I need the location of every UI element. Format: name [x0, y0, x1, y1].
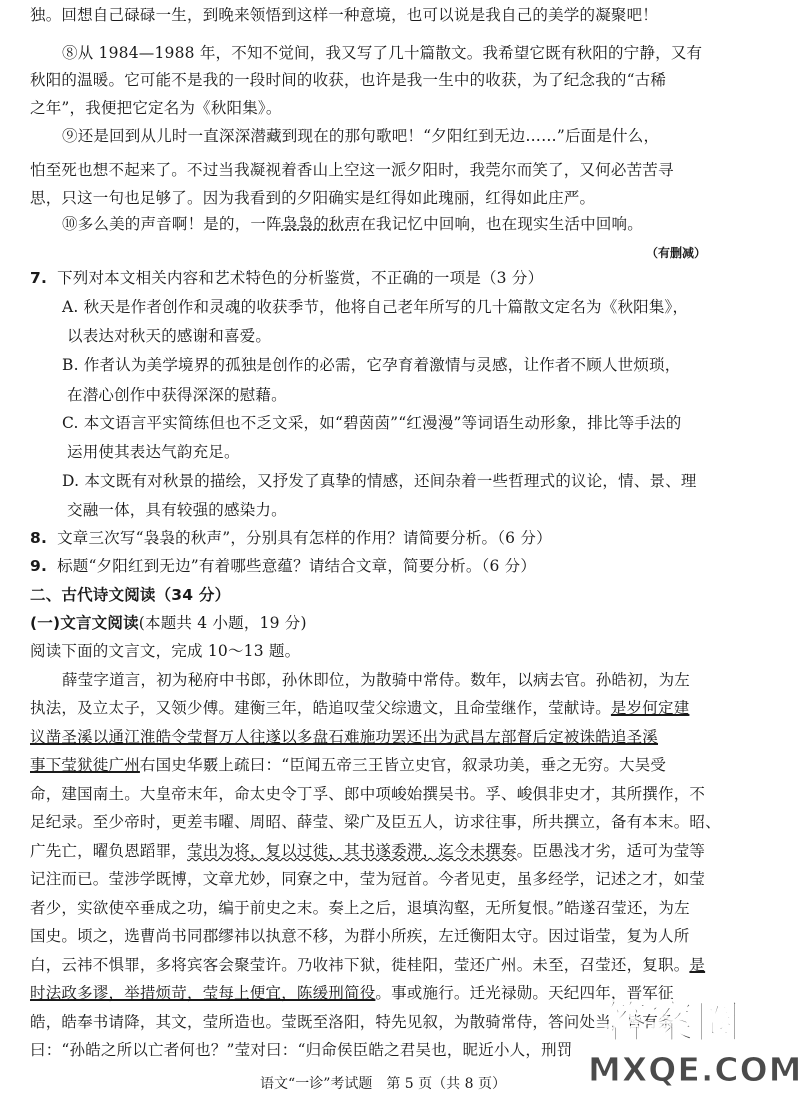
watermark-url: MXQE.COM — [588, 1050, 803, 1089]
watermark-logo — [588, 994, 803, 1094]
question-text: 标题“夕阳红到无边”有着哪些意蕴？请结合文章，简要分析。（6 分） — [57, 557, 537, 575]
option-c-cont: 运用使其表达气韵充足。 — [67, 443, 240, 461]
classical-line: 命，建国南土。大皇帝末年，命太史令丁孚、郎中项峻始撰吴书。孚、峻俱非史才，其所撰作，不 — [30, 785, 706, 803]
option-d: D. 本文既有对秋景的描绘，又抒发了真挚的情感，还间杂着一些哲理式的议论，情、景、理 — [62, 472, 697, 490]
option-d-cont: 交融一体，具有较强的感染力。 — [67, 501, 287, 519]
question-number: 7. — [30, 269, 48, 287]
classical-line: 足纪录。至少帝时，更差韦曜、周昭、薛莹、梁广及臣五人，访求往事，所共撰立，备有本末。昭、 — [30, 813, 721, 831]
abridged-note: （有删减） — [645, 246, 706, 260]
passage-line: 之年”，我便把它定名为《秋阳集》。 — [30, 99, 282, 117]
passage-text: ⑩多么美的声音啊！是的，一阵 — [62, 215, 282, 233]
underlined-sentence: 是 — [689, 956, 706, 974]
classical-text: 执法，及立太子，又领少傅。建衡三年，皓追叹莹父综遗文，且命莹继作，莹献诗。 — [30, 699, 611, 717]
classical-text: 广先亡，曜负恩蹈罪， — [30, 842, 188, 860]
underlined-phrase: 袅袅的秋声 — [281, 215, 361, 233]
classical-text: 右国史华覈上疏曰：“臣闻五帝三王皆立史官，叙录功美，垂之无穷。大吴受 — [139, 756, 667, 774]
question-text: 下列对本文相关内容和艺术特色的分析鉴赏，不正确的一项是（3 分） — [57, 269, 544, 287]
question-7-stem — [30, 268, 740, 288]
instruction: 阅读下面的文言文，完成 10～13 题。 — [30, 642, 301, 660]
question-text: 文章三次写“袅袅的秋声”，分别具有怎样的作用？请简要分析。（6 分） — [57, 529, 552, 547]
underlined-sentence: 时法政多谬，举措烦苛，莹每上便宜，陈缓刑简役 — [30, 984, 376, 1002]
classical-line: 者少，实欲使卒垂成之功，编于前史之末。奏上之后，退填沟壑，无所复恨。”皓遂召莹还，为左 — [30, 899, 690, 917]
classical-line: 国史。顷之，选曹尚书同郡缪祎以执意不移，为群小所疾，左迁衡阳太守。因过诣莹，复为人所 — [30, 927, 690, 945]
underlined-sentence: 事下莹狱徙广州 — [30, 756, 140, 774]
question-8 — [30, 528, 740, 548]
subsection-heading — [30, 613, 740, 633]
passage-line: 独。回想自己碌碌一生，到晚来领悟到这样一种意境，也可以说是我自己的美学的凝聚吧！ — [30, 6, 659, 24]
question-number: 8. — [30, 529, 48, 547]
option-b-cont: 在潜心创作中获得深深的慰藉。 — [67, 386, 287, 404]
passage-line: 思，只这一句也足够了。因为我看到的夕阳确实是红得如此瑰丽，红得如此庄严。 — [30, 189, 596, 207]
option-c: C. 本文语言平实简练但也不乏文采，如“碧茵茵”“红漫漫”等词语生动形象，排比等手法的 — [62, 414, 682, 432]
classical-line — [30, 955, 740, 975]
passage-line: 秋阳的温暖。它可能不是我的一段时间的收获，也许是我一生中的收获，为了纪念我的“古稀 — [30, 71, 667, 89]
classical-text: 。臣愚浅才劣，适可为莹等 — [516, 842, 706, 860]
option-b: B. 作者认为美学境界的孤独是创作的必需，它孕育着激情与灵感，让作者不顾人世烦琐， — [62, 356, 681, 374]
classical-line: 皓，皓奉书请降，其文，莹所造也。莹既至洛阳，特先见叙，为散骑常侍，答问处当，皆有条 — [30, 1013, 674, 1031]
question-number: 9. — [30, 557, 48, 575]
page-footer: 语文“一诊”考试题 第 5 页（共 8 页） — [260, 1076, 506, 1092]
option-a-cont: 以表达对秋天的感谢和喜爱。 — [67, 327, 272, 345]
option-a: A. 秋天是作者创作和灵魂的收获季节，他将自己老年所写的几十篇散文定名为《秋阳集》， — [62, 298, 689, 316]
subsection-title: (一)文言文阅读 — [30, 614, 139, 632]
classical-line — [30, 698, 740, 718]
classical-line — [30, 841, 740, 861]
question-9 — [30, 556, 740, 576]
passage-paragraph-10 — [62, 214, 772, 234]
classical-line — [30, 755, 740, 775]
passage-line: 怕至死也想不起来了。不过当我凝视着香山上空这一派夕阳时，我莞尔而笑了，又何必苦苦寻 — [30, 161, 674, 179]
classical-text: 。事或施行。迁光禄勋。天纪四年，晋军征 — [375, 984, 674, 1002]
classical-line: 记注而已。莹涉学既博，文章尤妙，同寮之中，莹为冠首。今者见吏，虽多经学，记述之才，如莹 — [30, 870, 706, 888]
classical-line: 曰：“孙皓之所以亡者何也？”莹对曰：“归命侯臣皓之君吴也，昵近小人，刑罚 — [30, 1041, 573, 1059]
underlined-sentence: 是岁何定建 — [610, 699, 690, 717]
watermark-title: 答案圈 — [604, 997, 742, 1048]
passage-text: 在我记忆中回响，也在现实生活中回响。 — [360, 215, 643, 233]
classical-text: 白，云祎不惧罪，多将宾客会聚莹许。乃收祎下狱，徙桂阳，莹还广州。未至，召莹还，复职。 — [30, 956, 690, 974]
subsection-note: (本题共 4 小题，19 分) — [138, 614, 307, 632]
classical-line: 薛莹字道言，初为秘府中书郎，孙休即位，为散骑中常侍。数年，以病去官。孙皓初，为左 — [62, 671, 691, 689]
underlined-sentence: 议凿圣溪以通江淮皓令莹督万人往遂以多盘石难施功罢还出为武昌左部督后定被诛皓追圣溪 — [30, 728, 659, 746]
wavy-underlined-sentence: 莹出为将，复以过徙，其书遂委滞，迄今未撰奏 — [187, 842, 517, 860]
section-heading: 二、古代诗文阅读（34 分） — [30, 586, 231, 604]
passage-paragraph-9: ⑨还是回到从儿时一直深深潜藏到现在的那句歌吧！“夕阳红到无边……”后面是什么， — [62, 127, 660, 145]
passage-paragraph-8: ⑧从 1984—1988 年，不知不觉间，我又写了几十篇散文。我希望它既有秋阳的宁静，又有 — [62, 44, 703, 62]
